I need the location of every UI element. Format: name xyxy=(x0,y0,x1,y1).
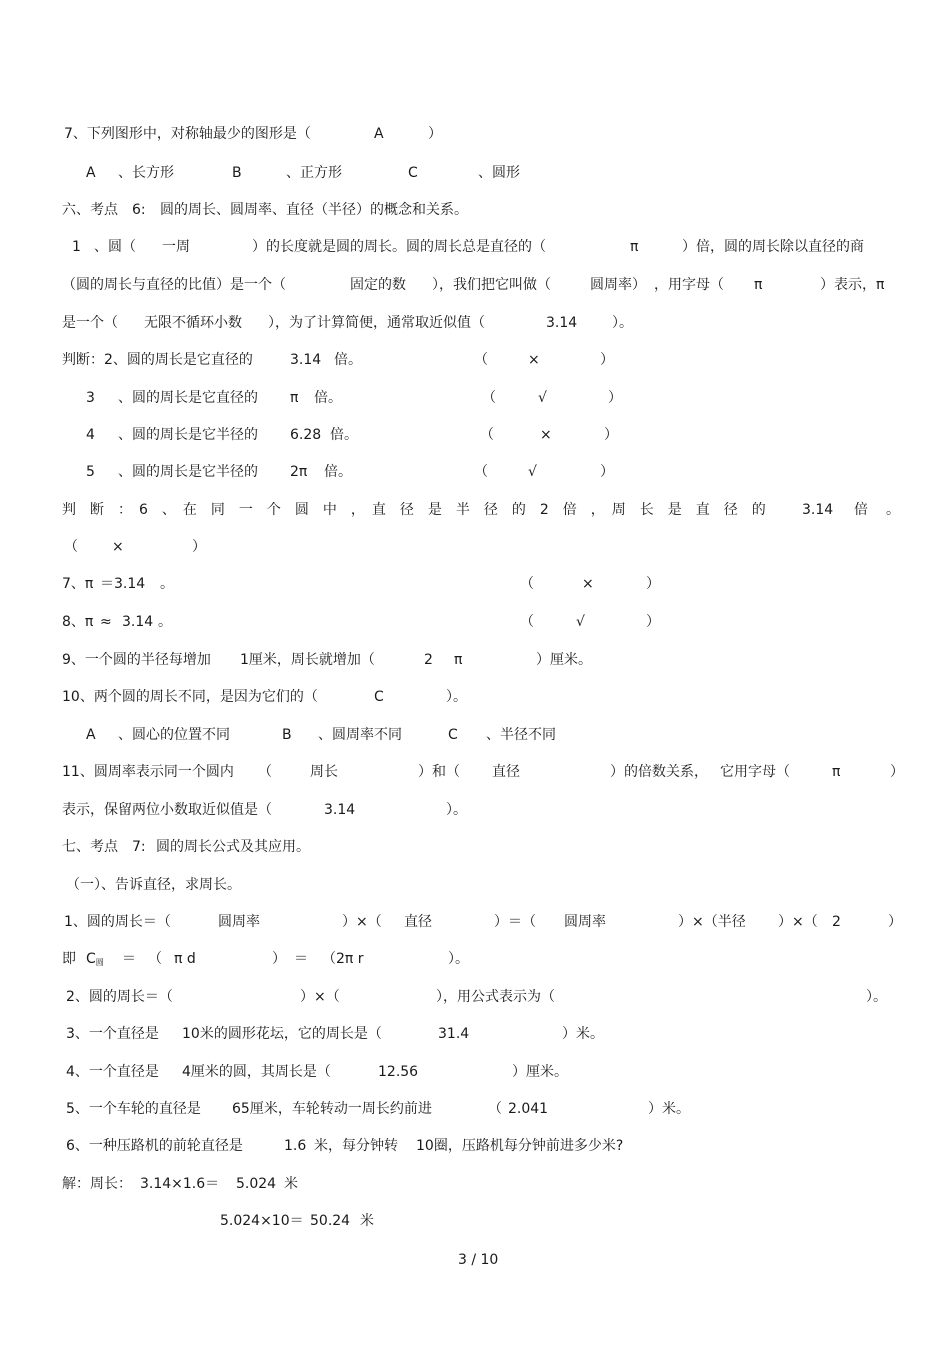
text-segment: ）米。 xyxy=(648,1101,690,1117)
text-line xyxy=(0,124,950,144)
text-segment: C xyxy=(408,165,418,181)
text-segment: 周长 xyxy=(310,764,338,780)
text-segment: 2、圆的周长＝（ xyxy=(66,989,173,1005)
text-segment: ）表示，π xyxy=(820,277,885,293)
text-segment: × xyxy=(112,539,124,555)
text-segment: π d xyxy=(174,951,196,967)
text-segment: 表示，保留两位小数取近似值是（ xyxy=(62,802,272,818)
text-segment: 倍。 xyxy=(334,352,362,368)
text-line xyxy=(0,687,950,707)
text-segment: 直径 xyxy=(492,764,520,780)
text-segment: ）。 xyxy=(448,951,469,967)
text-segment: （ xyxy=(480,427,494,443)
text-segment: 解：周长： xyxy=(62,1176,132,1192)
text-segment: 2 xyxy=(832,914,841,930)
text-line xyxy=(0,462,950,482)
text-line xyxy=(0,275,950,295)
text-segment: B xyxy=(282,727,292,743)
text-line xyxy=(0,949,950,969)
text-segment: 3.14×1.6＝ xyxy=(140,1176,220,1192)
text-line xyxy=(0,875,950,895)
subscript-label: 圆 xyxy=(95,958,104,967)
text-segment: 10圈，压路机每分钟前进多少米? xyxy=(416,1138,624,1154)
text-segment: （一）、告诉直径，求周长。 xyxy=(66,877,241,893)
text-segment: 2 xyxy=(424,652,433,668)
text-segment: 、圆形 xyxy=(478,165,520,181)
text-segment: ）的长度就是圆的周长。圆的周长总是直径的（ xyxy=(252,239,546,255)
text-segment: 2π xyxy=(290,464,308,480)
text-segment: 、圆周率不同 xyxy=(318,727,402,743)
text-segment: ） xyxy=(272,951,286,967)
text-segment: 、正方形 xyxy=(286,165,342,181)
text-segment: √ xyxy=(528,464,537,480)
text-segment: $C_圆$ xyxy=(86,951,104,967)
text-segment: 无限不循环小数 xyxy=(144,315,242,331)
text-segment: 直径 xyxy=(404,914,432,930)
text-line xyxy=(0,1062,950,1082)
text-segment: 12.56 xyxy=(378,1064,419,1080)
text-segment: ＝ xyxy=(294,951,308,967)
text-segment: ） xyxy=(604,427,618,443)
text-segment: π xyxy=(454,652,463,668)
text-segment: 倍 xyxy=(854,502,868,518)
text-segment: 米，每分钟转 xyxy=(314,1138,398,1154)
text-segment: A xyxy=(86,165,96,181)
text-segment: ）厘米。 xyxy=(536,652,592,668)
text-segment: ） xyxy=(888,914,902,930)
text-segment: 倍。 xyxy=(324,464,352,480)
text-line xyxy=(0,1136,950,1156)
text-segment: ）和（ xyxy=(418,764,460,780)
text-segment: 31.4 xyxy=(438,1026,470,1042)
text-segment: 、半径不同 xyxy=(486,727,556,743)
text-segment: （圆的周长与直径的比值）是一个（ xyxy=(62,277,286,293)
text-segment: ），为了计算简便，通常取近似值（ xyxy=(268,315,485,331)
text-segment: ） xyxy=(890,764,904,780)
text-segment: 圆的周长、圆周率、直径（半径）的概念和关系。 xyxy=(160,202,468,218)
text-segment: 8、π xyxy=(62,614,94,630)
text-line xyxy=(0,1211,950,1231)
text-segment: 固定的数 xyxy=(350,277,406,293)
text-segment: （ xyxy=(258,764,272,780)
text-segment: 3.14 xyxy=(290,352,322,368)
text-segment: π xyxy=(754,277,763,293)
text-segment: （ xyxy=(520,614,534,630)
text-line xyxy=(0,500,950,520)
text-segment: 圆的周长公式及其应用。 xyxy=(156,839,310,855)
text-segment: （ xyxy=(64,539,78,555)
text-line xyxy=(0,650,950,670)
text-segment: 4厘米的圆，其周长是（ xyxy=(182,1064,331,1080)
text-segment: 4 xyxy=(86,427,95,443)
text-segment: 、圆的周长是它半径的 xyxy=(118,464,258,480)
text-segment: C xyxy=(374,689,384,705)
text-segment: × xyxy=(582,576,594,592)
text-segment: C xyxy=(448,727,458,743)
text-segment: 、圆的周长是它直径的 xyxy=(118,390,258,406)
text-segment: 1.6 xyxy=(284,1138,307,1154)
text-segment: ）×（ xyxy=(342,914,382,930)
text-segment: 即 xyxy=(62,951,76,967)
text-segment: 5 xyxy=(86,464,95,480)
text-segment: （ xyxy=(488,1101,502,1117)
text-segment: ） xyxy=(600,352,614,368)
text-segment: 、圆（ xyxy=(94,239,136,255)
text-segment: ） xyxy=(600,464,614,480)
text-segment: ≈ xyxy=(100,614,112,630)
text-segment: 。 xyxy=(158,614,172,630)
text-segment: 圆周率） xyxy=(590,277,646,293)
text-segment: （ xyxy=(474,464,488,480)
text-line xyxy=(0,574,950,594)
text-segment: 3 / 10 xyxy=(458,1252,499,1268)
text-segment: ）。 xyxy=(446,689,467,705)
text-segment: 6: xyxy=(132,202,146,218)
text-segment: （ xyxy=(520,576,534,592)
text-line xyxy=(0,163,950,183)
text-segment: 、圆心的位置不同 xyxy=(118,727,230,743)
text-segment: 。 xyxy=(886,502,900,518)
text-segment: 。 xyxy=(160,576,174,592)
text-line xyxy=(0,987,950,1007)
text-segment: ）＝（ xyxy=(494,914,536,930)
text-segment: ），我们把它叫做（ xyxy=(432,277,551,293)
text-segment: 7、下列图形中，对称轴最少的图形是（ xyxy=(64,126,311,142)
text-segment: （ xyxy=(482,390,496,406)
text-segment: A xyxy=(374,126,384,142)
text-segment: 3 xyxy=(86,390,95,406)
text-segment: × xyxy=(540,427,552,443)
text-segment: 1厘米，周长就增加（ xyxy=(240,652,375,668)
text-segment: 倍。 xyxy=(314,390,342,406)
text-segment: 10、两个圆的周长不同，是因为它们的（ xyxy=(62,689,318,705)
text-segment: ） xyxy=(646,614,660,630)
text-segment: ），用公式表示为（ xyxy=(436,989,555,1005)
text-segment: ）的倍数关系， xyxy=(610,764,708,780)
text-segment: 判断：2、圆的周长是它直径的 xyxy=(62,352,253,368)
text-segment: ）米。 xyxy=(562,1026,604,1042)
text-segment: 米 xyxy=(360,1213,374,1229)
text-segment: ＝ xyxy=(122,951,136,967)
text-segment: B xyxy=(232,165,242,181)
text-segment: 7、π xyxy=(62,576,94,592)
text-line xyxy=(0,388,950,408)
text-segment: 7: xyxy=(132,839,146,855)
text-segment: ）×（ xyxy=(300,989,340,1005)
text-segment: ） xyxy=(646,576,660,592)
text-line xyxy=(0,837,950,857)
text-segment: ）。 xyxy=(612,315,633,331)
text-segment: 一周 xyxy=(162,239,190,255)
text-line xyxy=(0,612,950,632)
text-segment: ）×（ xyxy=(778,914,818,930)
text-segment: A xyxy=(86,727,96,743)
text-segment: 2.041 xyxy=(508,1101,549,1117)
text-segment: 七、考点 xyxy=(62,839,118,855)
text-segment: √ xyxy=(538,390,547,406)
text-segment: 65厘米，车轮转动一周长约前进 xyxy=(232,1101,432,1117)
text-segment: ）×（半径 xyxy=(678,914,746,930)
text-segment: ）。 xyxy=(446,802,467,818)
text-segment: 6、一种压路机的前轮直径是 xyxy=(66,1138,243,1154)
text-segment: π xyxy=(630,239,639,255)
text-segment: 3.14 xyxy=(122,614,154,630)
text-segment: 判 断 ： 6 、 在 同 一 个 圆 中 ， 直 径 是 半 径 的 2 倍 ， 周 长 是 直 径 的 xyxy=(62,502,766,518)
text-segment: 11、圆周率表示同一个圆内 xyxy=(62,764,234,780)
text-segment: π xyxy=(290,390,299,406)
text-line xyxy=(0,237,950,257)
text-segment: ＝3.14 xyxy=(100,576,146,592)
text-segment: 1 xyxy=(72,239,81,255)
text-segment: ）。 xyxy=(866,989,887,1005)
text-segment: 是一个（ xyxy=(62,315,118,331)
text-segment: √ xyxy=(576,614,585,630)
text-segment: ）倍，圆的周长除以直径的商 xyxy=(682,239,864,255)
text-segment: 3.14 xyxy=(802,502,834,518)
text-segment: 圆周率 xyxy=(564,914,606,930)
text-line xyxy=(0,537,950,557)
text-line xyxy=(0,800,950,820)
text-segment: 5.024 xyxy=(236,1176,277,1192)
text-line xyxy=(0,200,950,220)
text-line xyxy=(0,350,950,370)
text-segment: 5、一个车轮的直径是 xyxy=(66,1101,201,1117)
text-segment: 米 xyxy=(284,1176,298,1192)
text-segment: ） xyxy=(608,390,622,406)
text-segment: 4、一个直径是 xyxy=(66,1064,159,1080)
text-segment: ）厘米。 xyxy=(512,1064,568,1080)
text-line xyxy=(0,725,950,745)
text-segment: 、长方形 xyxy=(118,165,174,181)
text-line xyxy=(0,1099,950,1119)
text-line xyxy=(0,425,950,445)
text-line xyxy=(0,1174,950,1194)
text-segment: π xyxy=(832,764,841,780)
text-segment: （ xyxy=(474,352,488,368)
text-segment: 3、一个直径是 xyxy=(66,1026,159,1042)
text-segment: 、圆的周长是它半径的 xyxy=(118,427,258,443)
text-line xyxy=(0,912,950,932)
text-segment: 5.024×10＝ xyxy=(220,1213,304,1229)
text-line xyxy=(0,762,950,782)
text-segment: 50.24 xyxy=(310,1213,351,1229)
text-segment: （ xyxy=(148,951,162,967)
text-segment: 3.14 xyxy=(546,315,578,331)
text-segment: 1、圆的周长＝（ xyxy=(64,914,171,930)
text-segment: （2π r xyxy=(322,951,364,967)
page-number xyxy=(0,1250,950,1270)
text-segment: 圆周率 xyxy=(218,914,260,930)
text-segment: 10米的圆形花坛，它的周长是（ xyxy=(182,1026,382,1042)
text-segment: 六、考点 xyxy=(62,202,118,218)
text-segment: ） xyxy=(428,126,442,142)
text-segment: 3.14 xyxy=(324,802,356,818)
text-segment: ） xyxy=(192,539,206,555)
text-segment: ，用字母（ xyxy=(654,277,724,293)
text-segment: 它用字母（ xyxy=(720,764,790,780)
text-segment: 9、一个圆的半径每增加 xyxy=(62,652,211,668)
text-segment: 6.28 xyxy=(290,427,322,443)
text-line xyxy=(0,313,950,333)
text-segment: × xyxy=(528,352,540,368)
text-line xyxy=(0,1024,950,1044)
text-segment: 倍。 xyxy=(330,427,358,443)
